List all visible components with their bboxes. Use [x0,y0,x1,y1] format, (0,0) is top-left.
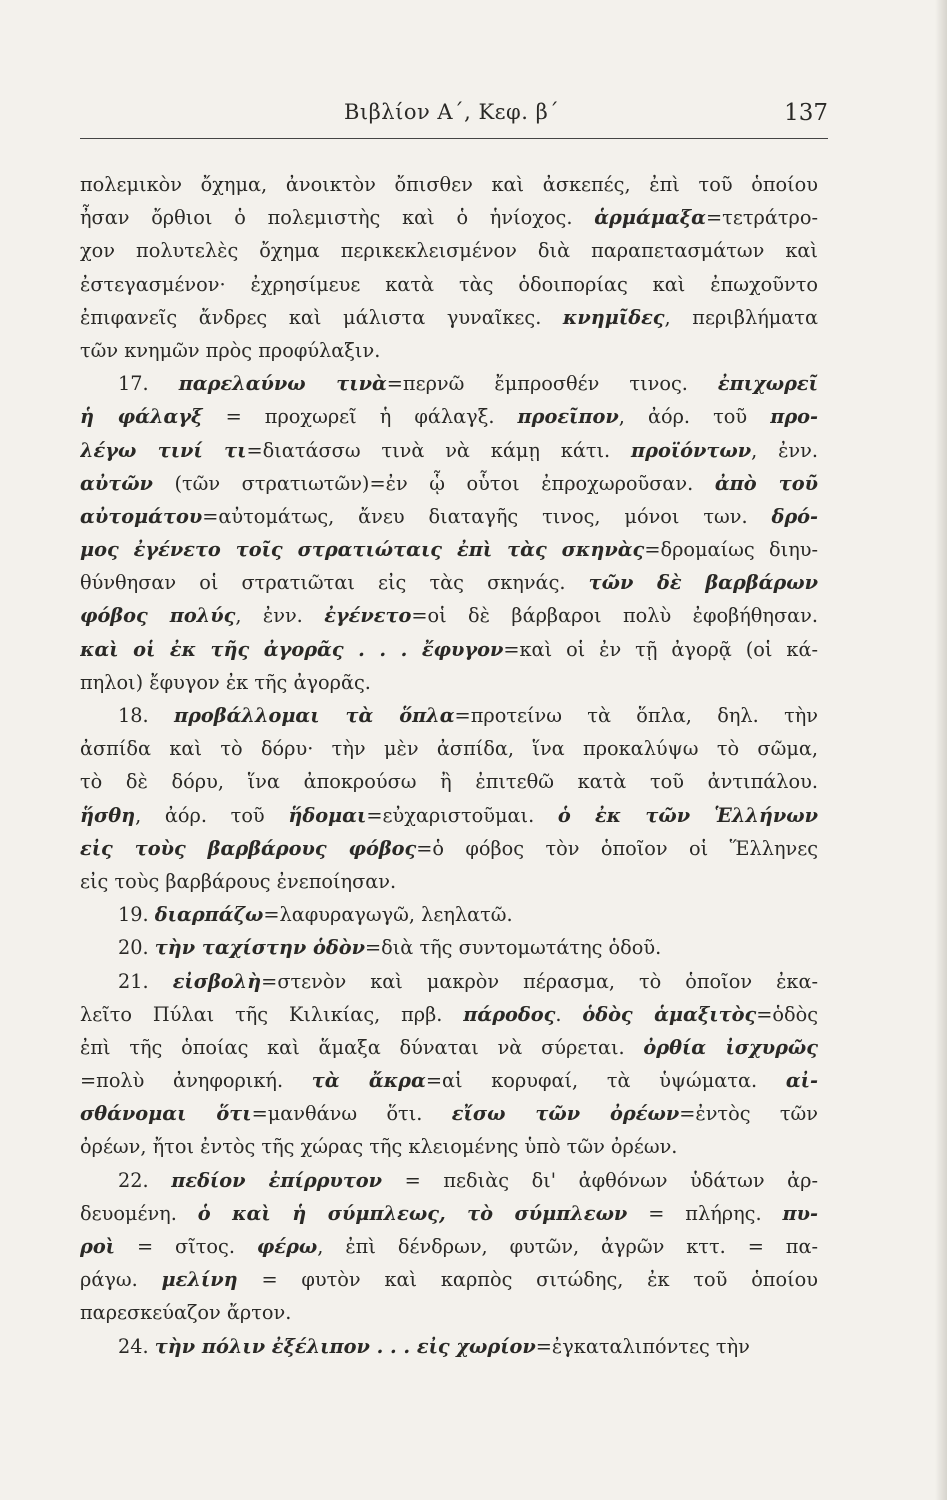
text-segment: 22. [118,1168,172,1192]
text-segment: χον πολυτελὲς ὄχημα περικεκλεισμένον διὰ παραπετασμάτων καὶ [80,239,818,263]
text-segment: πηλοι) ἔφυγον ἐκ τῆς ἀγορᾶς. [80,670,371,694]
text-line [80,434,818,467]
text-segment: = προχωρεῖ ἡ φάλαγξ. [202,405,518,429]
text-segment: 19. [118,903,155,927]
lemma-term: σθάνομαι ὅτι [80,1102,252,1126]
text-line [80,234,818,267]
header-rule [80,138,828,139]
text-segment: λεῖτο Πύλαι τῆς Κιλικίας, πρβ. [80,1002,464,1026]
lemma-term: προϊόντων [631,438,752,462]
text-segment: =τετράτρο- [706,206,818,230]
text-segment: =ἐντὸς τῶν [679,1102,818,1126]
text-line [80,400,818,433]
text-segment: ἐστεγασμένον· ἐχρησίμευε κατὰ τὰς ὁδοιπορίας καὶ ἐπωχοῦντο [80,272,818,296]
text-line [80,799,818,832]
text-segment: =προτείνω τὰ ὅπλα, δηλ. τὴν [454,704,818,727]
lemma-term: ἡ φάλαγξ [80,405,203,429]
text-segment: , ἐνν. [751,438,818,462]
text-line [80,301,818,334]
text-line [80,367,818,400]
lemma-term: ἁρμάμαξα [594,206,707,230]
text-line [80,268,818,301]
lemma-term: ὁ ἐκ τῶν Ἑλλήνων [557,803,818,827]
text-segment: , ἀόρ. τοῦ [135,803,289,827]
text-segment: =αὐτομάτως, ἄνευ διαταγῆς τινος, μόνοι των. [202,504,772,528]
text-segment: =διὰ τῆς συντομωτάτης ὁδοῦ. [364,936,662,960]
running-header [80,100,828,140]
text-line [80,1164,818,1197]
text-segment: εἰς τοὺς βαρβάρους ἐνεποίησαν. [80,869,397,893]
lemma-term: φέρω [256,1235,318,1258]
text-segment: ἀσπίδα καὶ τὸ δόρυ· τὴν μὲν ἀσπίδα, ἵνα προκαλύψω τὸ σῶμα, [80,737,818,761]
text-line [80,1330,818,1363]
text-segment: =μανθάνω ὅτι. [251,1102,452,1126]
text-line [80,1064,818,1097]
text-line [80,566,818,599]
text-line [80,865,818,898]
lemma-term: φόβος πολύς [80,604,236,628]
text-line [80,599,818,632]
text-segment: ράγω. [80,1268,162,1292]
text-segment: , ἐπὶ δένδρων, φυτῶν, ἀγρῶν κττ. = πα- [317,1235,818,1258]
text-segment: ὀρέων, ἤτοι ἐντὸς τῆς χώρας τῆς κλειομένης ὑπὸ τῶν ὀρέων. [80,1135,678,1159]
text-segment: δευομένη. [80,1201,198,1225]
text-segment: , περιβλήματα [664,305,818,329]
text-segment: =αἱ κορυφαί, τὰ ὑψώματα. [425,1069,786,1093]
lemma-term: πεδίον ἐπίρρυτον [171,1168,383,1192]
text-segment: = σῖτος. [115,1235,257,1258]
lemma-term: ἐγένετο [324,604,412,628]
lemma-term: εἰς τοὺς βαρβάρους φόβος [80,836,417,860]
text-line [80,998,818,1031]
text-line [80,168,818,201]
text-segment: ἐπὶ τῆς ὁποίας καὶ ἅμαξα δύναται νὰ σύρεται. [80,1035,644,1059]
text-segment: =ἐγκαταλιπόντες τὴν [535,1334,750,1358]
text-segment: τῶν κνημῶν πρὸς προφύλαξιν. [80,338,381,362]
text-line [80,1097,818,1130]
text-segment: πολεμικὸν ὄχημα, ἀνοικτὸν ὄπισθεν καὶ ἀσκεπές, ἐπὶ τοῦ ὁποίου [80,173,818,196]
lemma-term: ὀρθία ἰσχυρῶς [643,1035,818,1059]
text-segment: , ἀόρ. τοῦ [618,405,771,429]
text-segment: =λαφυραγωγῶ, λεηλατῶ. [263,903,513,927]
lemma-term: ἐπιχωρεῖ [717,372,818,396]
lemma-term: προεῖπον [517,405,619,429]
text-segment: 20. [118,936,155,960]
text-segment: ἐπιφανεῖς ἄνδρες καὶ μάλιστα γυναῖκες. [80,305,563,329]
text-segment: =οἱ δὲ βάρβαροι πολὺ ἐφοβήθησαν. [411,604,818,628]
text-line [80,1031,818,1064]
text-line [80,1197,818,1230]
text-segment: 24. [118,1334,155,1358]
lemma-term: αὐτῶν [80,471,153,495]
running-title: Βιβλίον Α΄, Κεφ. β΄ [344,100,560,124]
lemma-term: εἴσω τῶν ὀρέων [451,1102,680,1126]
lemma-term: εἰσβολὴ [172,969,262,993]
text-line [80,965,818,998]
text-line [80,500,818,533]
text-segment: 18. [118,704,174,727]
text-segment: =δρομαίως διηυ- [644,538,818,562]
text-segment: 17. [118,372,179,396]
text-line [80,334,818,367]
text-line [80,832,818,865]
text-segment: =στενὸν καὶ μακρὸν πέρασμα, τὸ ὁποῖον ἐκα- [261,969,818,993]
text-line [80,1130,818,1163]
text-line [80,765,818,798]
text-line [80,666,818,699]
page-number: 137 [784,100,828,126]
text-segment: . [555,1002,583,1026]
lemma-term: λέγω τινί τι [80,438,247,462]
lemma-term: προ- [770,405,818,429]
lemma-term: ἥσθη [80,803,136,827]
lemma-term: ἥδομαι [288,803,367,827]
lemma-term: τὰ ἄκρα [311,1069,426,1093]
lemma-term: ὁδὸς ἁμαξιτὸς [582,1002,757,1026]
text-segment: ἦσαν ὄρθιοι ὁ πολεμιστὴς καὶ ὁ ἡνίοχος. [80,206,595,230]
text-line [80,201,818,234]
text-segment: 21. [118,969,173,993]
lemma-term: πάροδος [463,1002,556,1026]
lemma-term: προβάλλομαι τὰ ὅπλα [173,704,455,727]
text-line [80,1296,818,1329]
text-segment: = φυτὸν καὶ καρπὸς σιτώδης, ἐκ τοῦ ὁποίου [237,1268,818,1292]
text-line [80,1263,818,1296]
text-line [80,533,818,566]
text-segment: =ὁ φόβος τὸν ὁποῖον οἱ Ἕλληνες [416,836,818,860]
text-line [80,699,818,732]
text-line [80,467,818,500]
lemma-term: τὴν ταχίστην ὁδὸν [154,936,365,960]
text-segment: (τῶν στρατιωτῶν)=ἐν ᾧ οὗτοι ἐπροχωροῦσαν. [152,471,715,495]
text-line [80,1230,818,1263]
text-segment: =πολὺ ἀνηφορική. [80,1069,312,1093]
lemma-term: μελίνη [161,1268,238,1292]
text-segment: =καὶ οἱ ἐν τῇ ἀγορᾷ (οἱ κά- [503,637,818,661]
lemma-term: δρό- [771,504,818,528]
commentary-text [80,168,818,1363]
text-segment: =περνῶ ἔμπροσθέν τινος. [386,372,718,396]
text-segment: θύνθησαν οἱ στρατιῶται εἰς τὰς σκηνάς. [80,571,589,595]
lemma-term: καὶ οἱ ἐκ τῆς ἀγορᾶς . . . ἔφυγον [80,637,504,661]
lemma-term: παρελαύνω τινὰ [178,372,387,396]
lemma-term: τῶν δὲ βαρβάρων [588,571,818,595]
lemma-term: ὁ καὶ ἡ σύμπλεως, τὸ σύμπλεων [197,1201,628,1225]
text-segment: παρεσκεύαζον ἄρτον. [80,1301,292,1325]
text-line [80,633,818,666]
text-segment: , ἐνν. [235,604,325,628]
text-segment: =εὐχαριστοῦμαι. [366,803,558,827]
text-segment: =διατάσσω τινὰ νὰ κάμῃ κάτι. [246,438,632,462]
text-segment: = πεδιὰς δι' ἀφθόνων ὑδάτων ἀρ- [382,1168,818,1192]
text-line [80,732,818,765]
lemma-term: μος ἐγένετο τοῖς στρατιώταις ἐπὶ τὰς σκηνὰς [80,538,645,562]
text-line [80,898,818,931]
lemma-term: αὐτομάτου [80,504,203,528]
text-segment: = πλήρης. [627,1201,783,1225]
text-segment: τὸ δὲ δόρυ, ἵνα ἀποκρούσω ἢ ἐπιτεθῶ κατὰ τοῦ ἀντιπάλου. [80,770,818,794]
lemma-term: κνημῖδες [562,305,665,329]
page-edge [935,0,947,1500]
book-page [70,0,828,1500]
text-line [80,931,818,964]
lemma-term: ἀπὸ τοῦ [714,471,818,495]
text-segment: =ὁδὸς [756,1002,818,1026]
lemma-term: ροὶ [80,1235,116,1258]
lemma-term: αἰ- [785,1069,818,1093]
lemma-term: διαρπάζω [154,903,264,927]
lemma-term: τὴν πόλιν ἐξέλιπον . . . εἰς χωρίον [154,1334,536,1358]
lemma-term: πυ- [782,1201,818,1225]
